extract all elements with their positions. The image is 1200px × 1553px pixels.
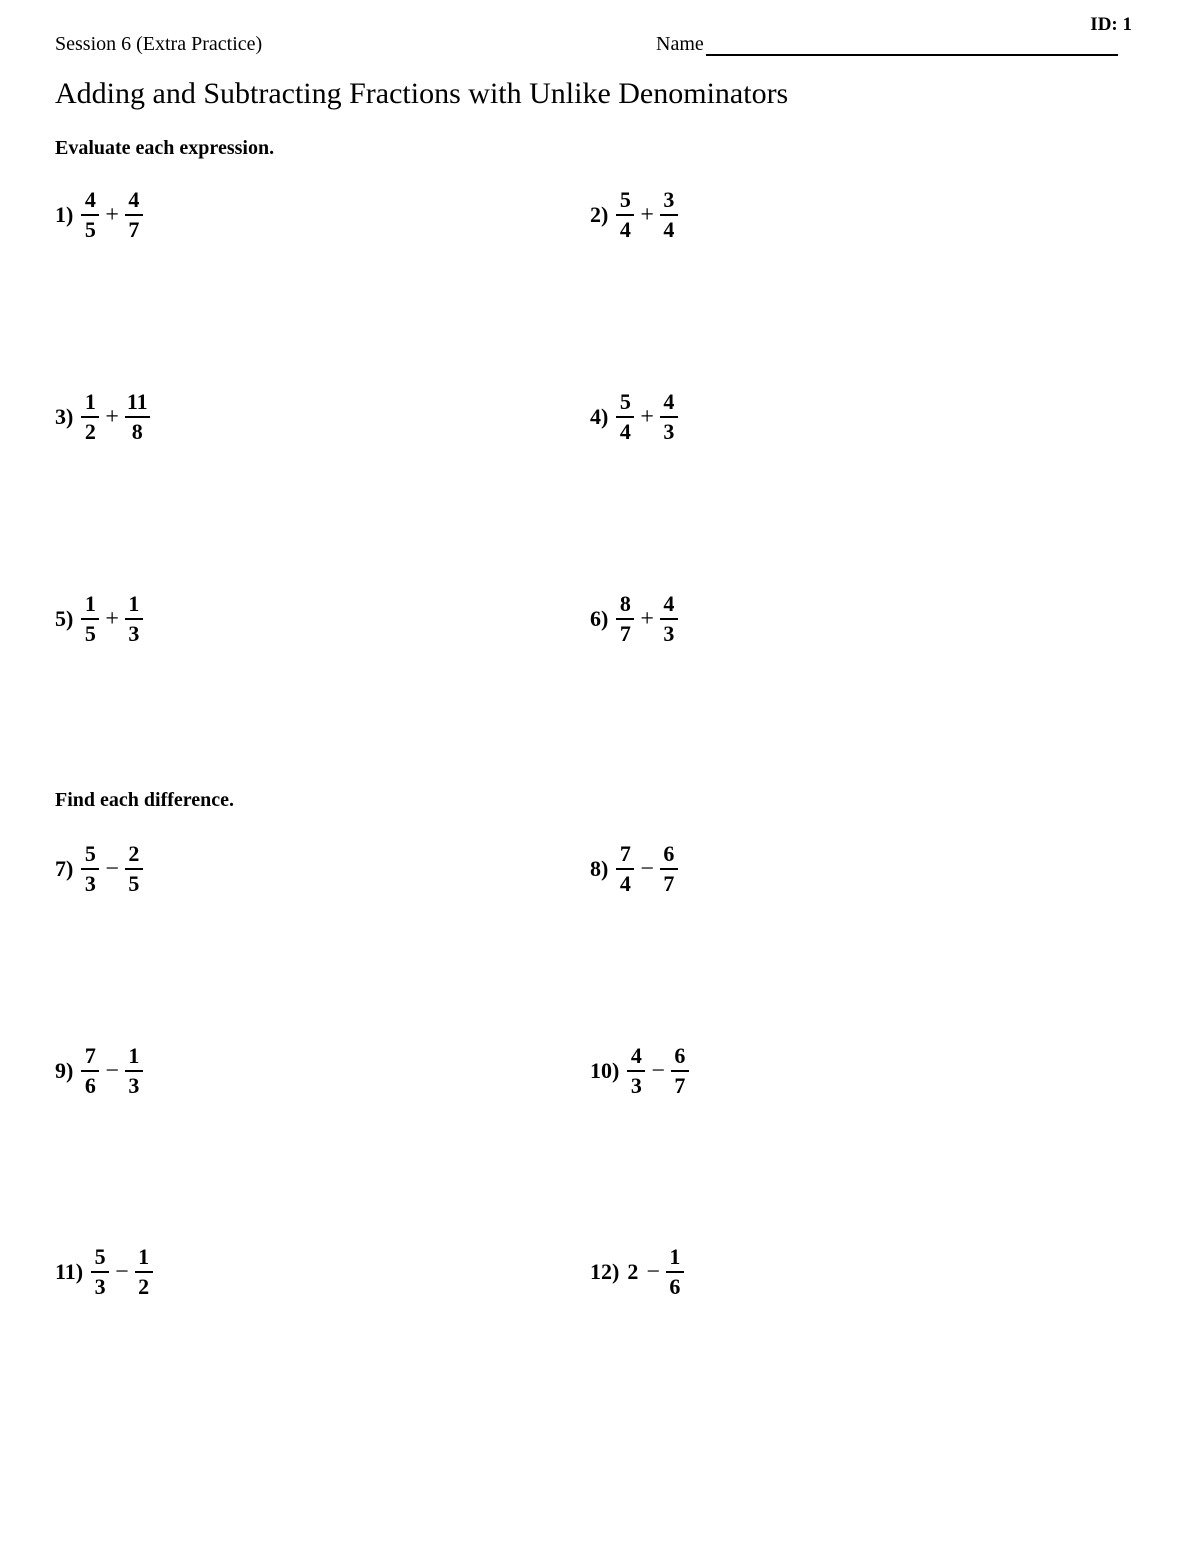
denominator: 3 bbox=[663, 621, 675, 646]
operator: + bbox=[640, 605, 654, 632]
denominator: 3 bbox=[94, 1274, 106, 1299]
denominator: 4 bbox=[619, 217, 631, 242]
problem-number: 2) bbox=[590, 202, 609, 227]
denominator: 6 bbox=[84, 1073, 96, 1098]
denominator: 7 bbox=[663, 871, 675, 896]
fraction-a bbox=[81, 843, 99, 895]
denominator: 7 bbox=[619, 621, 631, 646]
numerator: 5 bbox=[81, 843, 99, 870]
problem-8 bbox=[590, 834, 678, 904]
fraction-a bbox=[81, 593, 99, 645]
fraction-b bbox=[125, 1045, 143, 1097]
problem-5 bbox=[55, 584, 143, 654]
numerator: 4 bbox=[627, 1045, 645, 1072]
denominator: 2 bbox=[138, 1274, 150, 1299]
fraction-b bbox=[125, 189, 143, 241]
problem-number: 5) bbox=[55, 606, 74, 631]
denominator: 7 bbox=[128, 217, 140, 242]
numerator: 1 bbox=[666, 1246, 684, 1273]
problem-4 bbox=[590, 382, 678, 452]
operator: − bbox=[115, 1258, 129, 1285]
page-title: Adding and Subtracting Fractions with Unlike Denominators bbox=[55, 77, 789, 110]
denominator: 7 bbox=[674, 1073, 686, 1098]
denominator: 3 bbox=[630, 1073, 642, 1098]
problem-number: 8) bbox=[590, 856, 609, 881]
numerator: 3 bbox=[660, 189, 678, 216]
fraction-b bbox=[135, 1246, 153, 1298]
name-label: Name bbox=[656, 33, 704, 55]
operator: + bbox=[105, 403, 119, 430]
fraction-b bbox=[660, 189, 678, 241]
numerator: 6 bbox=[660, 843, 678, 870]
fraction-a bbox=[81, 1045, 99, 1097]
problem-number: 6) bbox=[590, 606, 609, 631]
denominator: 3 bbox=[84, 871, 96, 896]
denominator: 8 bbox=[131, 419, 143, 444]
name-field bbox=[656, 33, 1118, 56]
denominator: 4 bbox=[619, 419, 631, 444]
problem-10 bbox=[590, 1036, 689, 1106]
fraction-a bbox=[616, 593, 634, 645]
problem-9 bbox=[55, 1036, 143, 1106]
section-instruction-difference: Find each difference. bbox=[55, 789, 235, 811]
operator: − bbox=[105, 855, 119, 882]
numerator: 4 bbox=[81, 189, 99, 216]
fraction-a bbox=[616, 189, 634, 241]
numerator: 1 bbox=[135, 1246, 153, 1273]
fraction-a bbox=[627, 1045, 645, 1097]
numerator: 5 bbox=[91, 1246, 109, 1273]
fraction-b bbox=[660, 843, 678, 895]
problem-3 bbox=[55, 382, 150, 452]
worksheet-id: ID: 1 bbox=[1090, 14, 1132, 35]
problem-7 bbox=[55, 834, 143, 904]
operator: − bbox=[651, 1057, 665, 1084]
fraction-b bbox=[125, 593, 143, 645]
denominator: 3 bbox=[128, 1073, 140, 1098]
problem-number: 3) bbox=[55, 404, 74, 429]
name-blank-line bbox=[706, 35, 1118, 56]
whole-number: 2 bbox=[627, 1259, 639, 1284]
problem-number: 7) bbox=[55, 856, 74, 881]
numerator: 1 bbox=[81, 593, 99, 620]
operator: + bbox=[105, 201, 119, 228]
fraction-a bbox=[91, 1246, 109, 1298]
numerator: 1 bbox=[81, 391, 99, 418]
numerator: 7 bbox=[616, 843, 634, 870]
fraction-b bbox=[660, 593, 678, 645]
fraction-a bbox=[81, 189, 99, 241]
denominator: 3 bbox=[128, 621, 140, 646]
operator: − bbox=[640, 855, 654, 882]
denominator: 5 bbox=[128, 871, 140, 896]
problem-number: 9) bbox=[55, 1058, 74, 1083]
problem-2 bbox=[590, 180, 678, 250]
numerator: 7 bbox=[81, 1045, 99, 1072]
numerator: 8 bbox=[616, 593, 634, 620]
numerator: 5 bbox=[616, 189, 634, 216]
denominator: 4 bbox=[663, 217, 675, 242]
denominator: 2 bbox=[84, 419, 96, 444]
problem-number: 4) bbox=[590, 404, 609, 429]
fraction-a bbox=[616, 391, 634, 443]
numerator: 1 bbox=[125, 593, 143, 620]
numerator: 4 bbox=[125, 189, 143, 216]
fraction-b bbox=[125, 843, 143, 895]
denominator: 5 bbox=[84, 217, 96, 242]
problem-number: 10) bbox=[590, 1058, 620, 1083]
denominator: 6 bbox=[669, 1274, 681, 1299]
fraction-a bbox=[81, 391, 99, 443]
operator: + bbox=[105, 605, 119, 632]
operator: − bbox=[105, 1057, 119, 1084]
fraction-b bbox=[660, 391, 678, 443]
fraction-b bbox=[671, 1045, 689, 1097]
numerator: 1 bbox=[125, 1045, 143, 1072]
denominator: 4 bbox=[619, 871, 631, 896]
problem-11 bbox=[55, 1237, 153, 1307]
operator: − bbox=[646, 1258, 660, 1285]
problem-6 bbox=[590, 584, 678, 654]
fraction-b bbox=[666, 1246, 684, 1298]
numerator: 11 bbox=[125, 391, 150, 418]
session-label: Session 6 (Extra Practice) bbox=[55, 33, 263, 55]
problem-12 bbox=[590, 1237, 684, 1307]
problem-1 bbox=[55, 180, 143, 250]
numerator: 4 bbox=[660, 593, 678, 620]
operator: + bbox=[640, 201, 654, 228]
numerator: 4 bbox=[660, 391, 678, 418]
numerator: 5 bbox=[616, 391, 634, 418]
problem-number: 12) bbox=[590, 1259, 620, 1284]
numerator: 6 bbox=[671, 1045, 689, 1072]
numerator: 2 bbox=[125, 843, 143, 870]
problem-number: 11) bbox=[55, 1259, 84, 1284]
section-instruction-addition: Evaluate each expression. bbox=[55, 137, 275, 159]
denominator: 3 bbox=[663, 419, 675, 444]
denominator: 5 bbox=[84, 621, 96, 646]
operator: + bbox=[640, 403, 654, 430]
fraction-a bbox=[616, 843, 634, 895]
problem-number: 1) bbox=[55, 202, 74, 227]
fraction-b bbox=[125, 391, 150, 443]
